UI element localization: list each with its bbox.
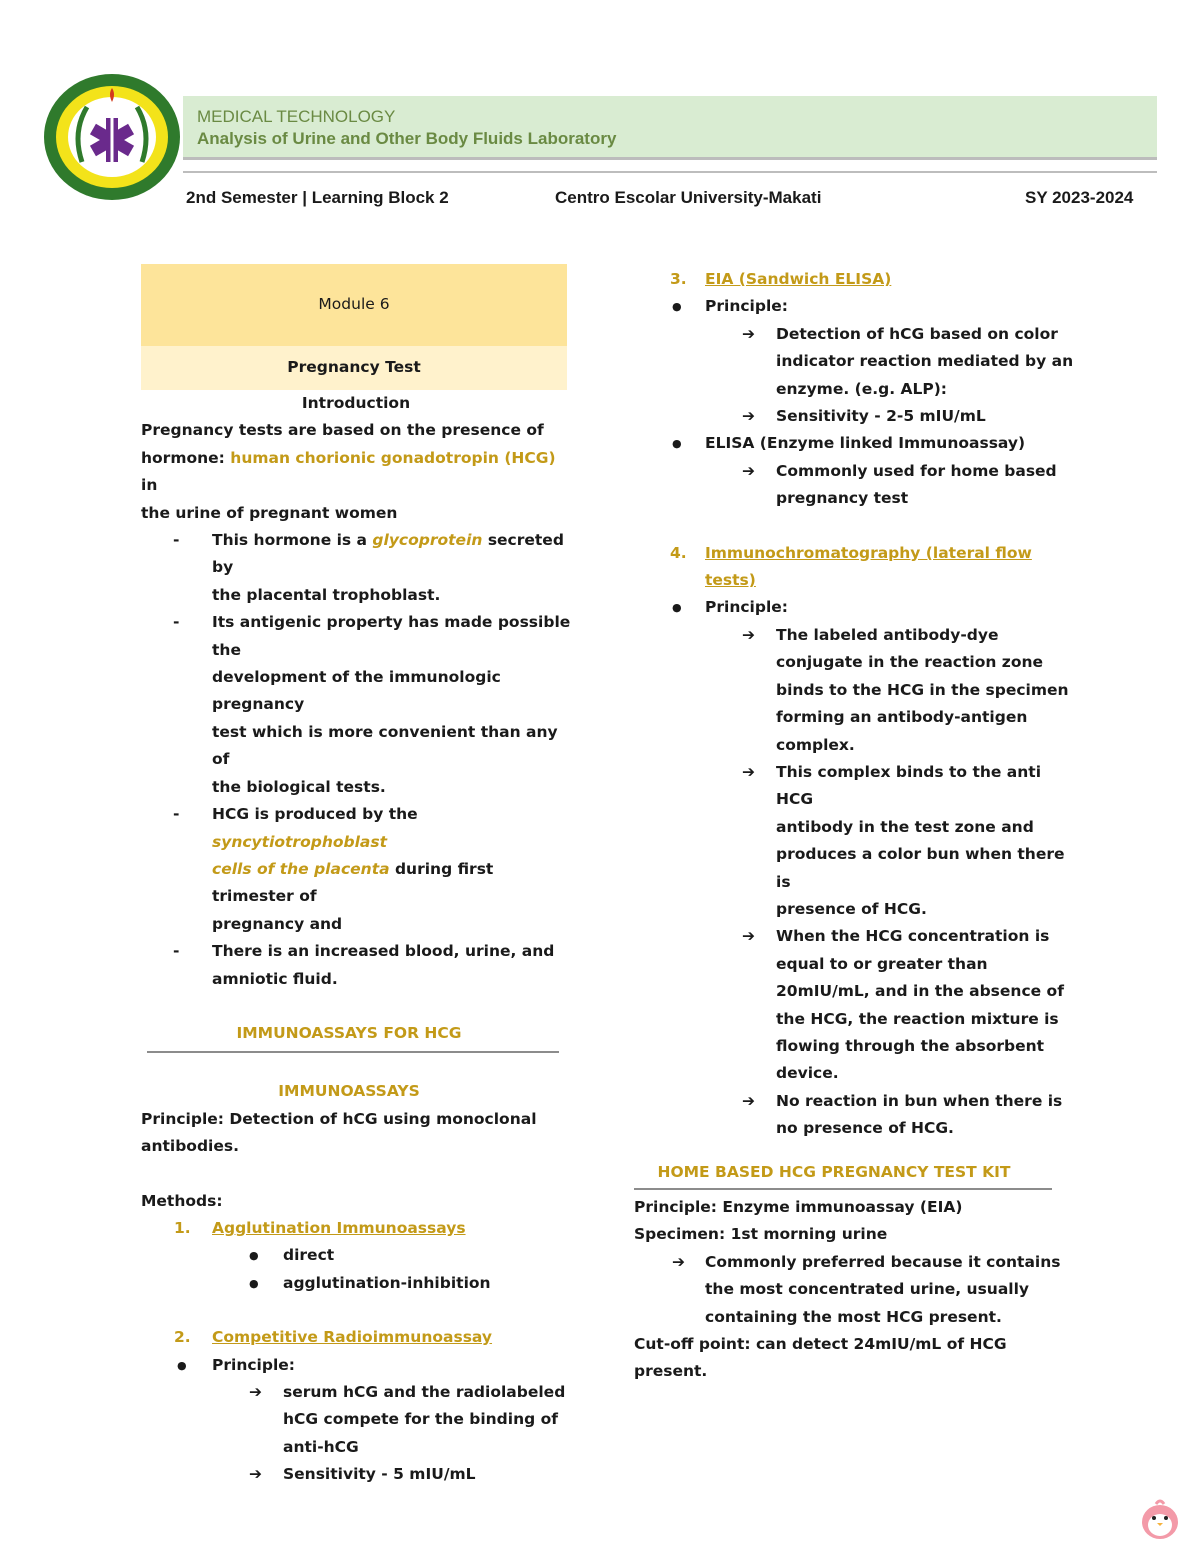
- arrow-item: ➔ No reaction in bun when there is: [634, 1088, 1074, 1115]
- method-title-cont: tests): [705, 571, 756, 590]
- header-divider: [183, 171, 1157, 173]
- principle-line: antibodies.: [141, 1137, 239, 1156]
- arrow-item-cont: indicator reaction mediated by an: [776, 352, 1074, 371]
- bullet-item: ● direct: [141, 1242, 571, 1269]
- dash-item: - Its antigenic property has made possible the: [141, 609, 571, 664]
- university-seal-logo: [42, 72, 182, 202]
- section-heading: IMMUNOASSAYS FOR HCG: [236, 1023, 462, 1042]
- method-item: [141, 1324, 571, 1351]
- arrow-item: ➔ When the HCG concentration is: [634, 923, 1074, 950]
- campus-label: Centro Escolar University-Makati: [555, 188, 822, 207]
- bullet-item: ● Principle:: [141, 1352, 571, 1379]
- arrow-marker: ➔: [742, 625, 755, 644]
- dash-marker: -: [173, 942, 180, 961]
- dash-marker: -: [173, 613, 180, 632]
- method-item: [634, 540, 1074, 567]
- arrow-marker: ➔: [742, 324, 755, 343]
- arrow-item-cont: flowing through the absorbent: [776, 1036, 1045, 1055]
- dash-item-cont: amniotic fluid.: [212, 969, 338, 988]
- school-year-label: SY 2023-2024: [1025, 188, 1134, 207]
- arrow-item-cont: the HCG, the reaction mixture is: [776, 1009, 1059, 1028]
- dash-item-cont: development of the immunologic pregnancy: [212, 668, 501, 714]
- dash-item: - There is an increased blood, urine, and: [141, 938, 571, 965]
- arrow-marker: ➔: [742, 762, 755, 781]
- arrow-item-cont: containing the most HCG present.: [705, 1307, 1002, 1326]
- dash-item: - HCG is produced by the syncytiotrophoblast: [141, 801, 571, 856]
- arrow-item-cont: forming an antibody-antigen: [776, 708, 1028, 727]
- dash-marker: -: [173, 531, 180, 550]
- arrow-marker: ➔: [742, 927, 755, 946]
- dash-item-cont: pregnancy and: [212, 914, 343, 933]
- arrow-item: ➔ Detection of hCG based on color: [634, 321, 1074, 348]
- arrow-item-cont: 20mIU/mL, and in the absence of: [776, 982, 1064, 1001]
- intro-line: Pregnancy tests are based on the presence of: [141, 421, 544, 440]
- arrow-item-cont: equal to or greater than: [776, 954, 988, 973]
- semester-label: 2nd Semester | Learning Block 2: [186, 188, 449, 207]
- arrow-item-cont: hCG compete for the binding of: [283, 1410, 558, 1429]
- bullet-dot: ●: [177, 1358, 187, 1372]
- module-subtitle: Pregnancy Test: [287, 358, 421, 377]
- arrow-item: ➔ serum hCG and the radiolabeled: [141, 1379, 571, 1406]
- arrow-marker: ➔: [672, 1252, 685, 1271]
- arrow-item-cont: conjugate in the reaction zone: [776, 653, 1044, 672]
- arrow-item-cont: no presence of HCG.: [776, 1119, 954, 1138]
- arrow-item-cont: device.: [776, 1064, 839, 1083]
- bullet-item: ● Principle:: [634, 293, 1074, 320]
- bullet-item: ● Principle:: [634, 594, 1074, 621]
- method-number: 4.: [670, 543, 687, 562]
- header-subtitle: Analysis of Urine and Other Body Fluids Laboratory: [197, 129, 617, 148]
- arrow-item: ➔ The labeled antibody-dye: [634, 622, 1074, 649]
- glycoprotein-term: glycoprotein: [372, 531, 483, 550]
- arrow-item-cont: enzyme. (e.g. ALP):: [776, 379, 947, 398]
- dash-item-cont: cells of the placenta during first trimester of: [212, 859, 494, 906]
- method-number: 1.: [174, 1218, 191, 1237]
- module-banner: [141, 264, 567, 346]
- method-title: Immunochromatography (lateral flow: [705, 543, 1032, 562]
- home-principle: Principle: Enzyme immunoassay (EIA): [634, 1198, 963, 1216]
- arrow-marker: ➔: [742, 461, 755, 480]
- intro-heading: Introduction: [301, 394, 411, 412]
- bullet-dot: ●: [672, 601, 682, 615]
- bullet-item: ● agglutination-inhibition: [141, 1270, 571, 1297]
- method-title: Competitive Radioimmunoassay: [212, 1328, 493, 1347]
- method-item: [141, 1215, 571, 1242]
- dash-item-cont: the placental trophoblast.: [212, 585, 441, 604]
- arrow-marker: ➔: [249, 1465, 262, 1484]
- module-title: Module 6: [318, 295, 390, 314]
- intro-line: the urine of pregnant women: [141, 503, 398, 522]
- arrow-item-cont: presence of HCG.: [776, 899, 927, 918]
- methods-label: Methods:: [141, 1191, 223, 1210]
- header-band: [183, 96, 1157, 160]
- right-column: [634, 266, 1074, 1386]
- arrow-item-cont: anti-hCG: [283, 1437, 359, 1456]
- arrow-item-cont: antibody in the test zone and: [776, 817, 1034, 836]
- dash-marker: -: [173, 805, 180, 824]
- method-number: 3.: [670, 270, 687, 288]
- method-item: [634, 266, 1074, 293]
- home-kit-heading: HOME BASED HCG PREGNANCY TEST KIT: [657, 1162, 1011, 1181]
- bullet-dot: ●: [672, 300, 682, 314]
- arrow-item-cont: pregnancy test: [776, 489, 909, 508]
- home-cutoff: Cut-off point: can detect 24mIU/mL of HCG present.: [634, 1335, 1007, 1381]
- arrow-item: ➔ Sensitivity - 2-5 mIU/mL: [634, 403, 1074, 430]
- arrow-item: ➔ Sensitivity - 5 mIU/mL: [141, 1461, 571, 1488]
- arrow-item-cont: binds to the HCG in the specimen: [776, 680, 1069, 699]
- method-title: EIA (Sandwich ELISA): [705, 270, 892, 288]
- syncytiotrophoblast-term: syncytiotrophoblast: [212, 832, 388, 851]
- arrow-item: ➔ Commonly preferred because it contains: [634, 1249, 1074, 1276]
- arrow-item-cont: the most concentrated urine, usually: [705, 1280, 1030, 1299]
- arrow-marker: ➔: [742, 407, 755, 426]
- arrow-item-cont: produces a color bun when there is: [776, 845, 1065, 891]
- principle-line: Principle: Detection of hCG using monoclonal: [141, 1109, 537, 1128]
- bullet-dot: ●: [249, 1249, 259, 1263]
- dash-item-cont: test which is more convenient than any of: [212, 722, 558, 769]
- arrow-marker: ➔: [742, 1091, 755, 1110]
- arrow-item: ➔ Commonly used for home based: [634, 458, 1074, 485]
- header-title: MEDICAL TECHNOLOGY: [197, 107, 396, 126]
- sub-heading: IMMUNOASSAYS: [278, 1082, 420, 1101]
- bullet-item: ● ELISA (Enzyme linked Immunoassay): [634, 430, 1074, 457]
- home-kit-divider: [634, 1188, 1052, 1190]
- module-subtitle-banner: [141, 346, 567, 390]
- arrow-item-cont: complex.: [776, 735, 855, 754]
- arrow-item: ➔ This complex binds to the anti HCG: [634, 759, 1074, 814]
- method-number: 2.: [174, 1328, 191, 1347]
- penguin-mascot-icon: [1136, 1494, 1184, 1542]
- intro-line: hormone: human chorionic gonadotropin (HCG) in: [141, 448, 556, 495]
- method-title: Agglutination Immunoassays: [212, 1218, 466, 1237]
- bullet-dot: ●: [249, 1276, 259, 1290]
- bullet-dot: ●: [672, 437, 682, 451]
- dash-item: - This hormone is a glycoprotein secreted by: [141, 527, 571, 582]
- home-specimen: Specimen: 1st morning urine: [634, 1225, 888, 1244]
- hcg-term: human chorionic gonadotropin (HCG): [230, 448, 556, 467]
- arrow-marker: ➔: [249, 1383, 262, 1401]
- left-column: [141, 264, 571, 1489]
- dash-item-cont: the biological tests.: [212, 777, 386, 796]
